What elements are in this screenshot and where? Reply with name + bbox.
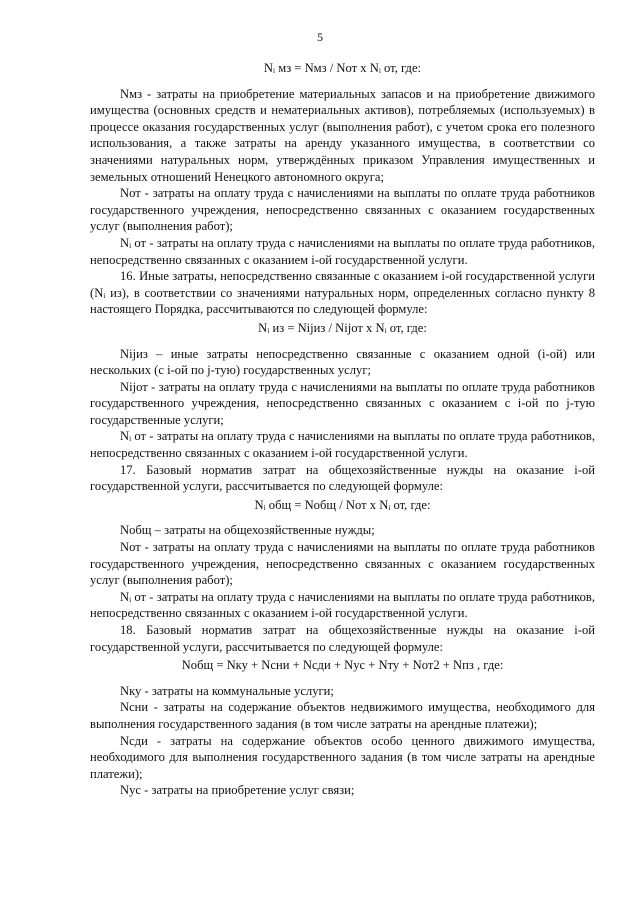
paragraph: Nобщ – затраты на общехозяйственные нужды; [120,523,375,538]
paragraph: 18. Базовый норматив затрат на общехозяйственные нужды на оказание i-ой государственной услуги, рассчитывается по следующей формуле: [90,623,595,654]
paragraph: Nijот - затраты на оплату труда с начислениями на выплаты по оплате труда работников государственного учреждения, непосредственно связанных с оказанием с i-ой по j-тую государственные услуги; [90,379,595,427]
paragraph: Nсди - затраты на содержание объектов особо ценного движимого имущества, необходимого для выполнения государственного задания (в том числе затраты на арендные платежи); [90,733,595,781]
paragraph: Nмз - затраты на приобретение материальных запасов и на приобретение движимого имущества (основных средств и нематериальных активов), потребляемых (используемых) в процессе оказания государственных услуг (выполнения работ), с учетом срока его полезного использования, а также затраты на аренду указанного имущества, в соответствии со значениями натуральных норм, утверждённых приказом Управления имущественных и земельных отношений Ненецкого автономного округа; [90,86,595,184]
paragraph: Nсни - затраты на содержание объектов недвижимого имущества, необходимого для выполнения государственного задания (в том числе затраты на арендные платежи); [90,700,595,731]
formula-line: Nᵢ из = Nijиз / Nijот х Nᵢ от, где: [258,320,427,335]
paragraph: Nᵢ от - затраты на оплату труда с начислениями на выплаты по оплате труда работников, непосредственно связанных с оказанием i-ой государственной услуги. [90,235,595,267]
paragraph: Nijиз – иные затраты непосредственно связанные с оказанием одной (i-ой) или нескольких (с i-ой по j-тую) государственных услуг; [90,346,595,378]
page-number: 5 [317,30,323,44]
paragraph: Nот - затраты на оплату труда с начислениями на выплаты по оплате труда работников государственного учреждения, непосредственно связанных с оказанием государственных услуг (выполнения работ); [90,540,595,588]
formula-line: Nᵢ общ = Nобщ / Nот х Nᵢ от, где: [254,497,431,512]
paragraph: Nку - затраты на коммунальные услуги; [120,683,334,698]
formula-line: Nᵢ мз = Nмз / Nот х Nᵢ от, где: [263,61,422,75]
paragraph: Nᵢ от - затраты на оплату труда с начислениями на выплаты по оплате труда работников, непосредственно связанных с оказанием i-ой государственной услуги. [90,589,595,621]
paragraph: 17. Базовый норматив затрат на общехозяйственные нужды на оказание i-ой государственной услуги, рассчитывается по следующей формуле: [90,462,595,494]
paragraph: Nус - затраты на приобретение услуг связи; [120,783,355,798]
paragraph: Nᵢ от - затраты на оплату труда с начислениями на выплаты по оплате труда работников, непосредственно связанных с оказанием i-ой государственной услуги. [90,429,595,461]
paragraph: 16. Иные затраты, непосредственно связанные с оказанием i-ой государственной услуги (Nᵢ из), в соответствии со значениями натуральных норм, определенных согласно пункту 8 настоящего Порядка, рассчитываются по следующей формуле: [90,269,595,317]
paragraph: Nот - затраты на оплату труда с начислениями на выплаты по оплате труда работников государственного учреждения, непосредственно связанных с оказанием государственных услуг (выполнения работ); [90,186,595,234]
formula-line: Nобщ = Nку + Nсни + Nсди + Nус + Nту + Nот2 + Nпз , где: [181,658,504,673]
document-body [90,58,595,799]
